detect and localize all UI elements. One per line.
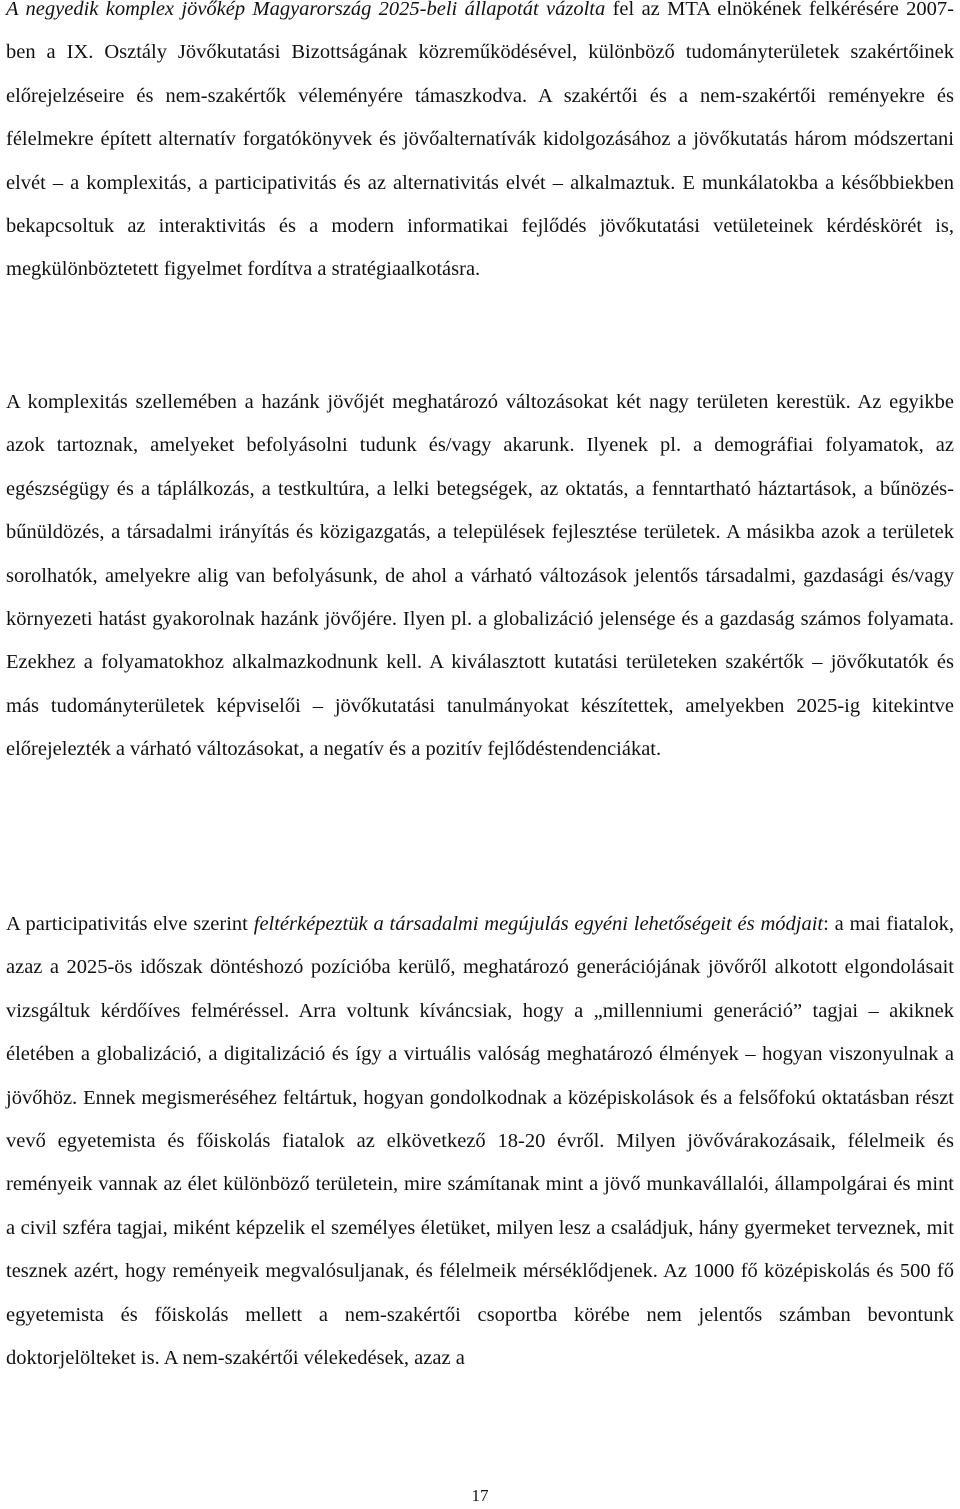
- body-text: : a mai fiatalok, azaz a 2025-ös időszak döntéshozó pozícióba kerülő, meghatározó generációjának jövőről alkotott elgondolásait vizsgáltuk kérdőíves felméréssel. Arra voltunk kíváncsiak, hogy a „millenniumi generáció” tagjai – akiknek életében a globalizáció, a digitalizáció és így a virtuális valóság meghatározó élmények – hogyan viszonyulnak a jövőhöz. Ennek megismeréséhez feltártuk, hogyan gondolkodnak a középiskolások és a felsőfokú oktatásban részt vevő egyetemista és főiskolás fiatalok az elkövetkező 18-20 évről. Milyen jövővárakozásaik, félelmeik és reményeik vannak az élet különböző területein, mire számítanak mint a jövő munkavállalói, állampolgárai és mint a civil szféra tagjai, miként képzelik el személyes életüket, milyen lesz a családjuk, hány gyermeket terveznek, mit tesznek azért, hogy reményeik megvalósuljanak, és félelmeik mérséklődjenek. Az 1000 fő középiskolás és 500 fő egyetemista és főiskolás mellett a nem-szakértői csoportba körébe nem jelentős számban bevontunk doktorjelölteket is. A nem-szakértői vélekedések, azaz a: [6, 913, 954, 1370]
- body-text: A komplexitás szellemében a hazánk jövőjét meghatározó változásokat két nagy területen kerestük. Az egyikbe azok tartoznak, amelyeket befolyásolni tudunk és/vagy akarunk. Ilyenek pl. a demográfiai folyamatok, az egészségügy és a táplálkozás, a testkultúra, a lelki betegségek, az oktatás, a fenntartható háztartások, a bűnözés-bűnüldözés, a társadalmi irányítás és közigazgatás, a települések fejlesztése területek. A másikba azok a területek sorolhatók, amelyekre alig van befolyásunk, de ahol a várható változások jelentős társadalmi, gazdasági és/vagy környezeti hatást gyakorolnak hazánk jövőjére. Ilyen pl. a globalizáció jelensége és a gazdaság számos folyamata. Ezekhez a folyamatokhoz alkalmazkodnunk kell. A kiválasztott kutatási területeken szakértők – jövőkutatók és más tudományterületek képviselői – jövőkutatási tanulmányokat készítettek, amelyekben 2025-ig kitekintve előrejelezték a várható változásokat, a negatív és a pozitív fejlődéstendenciákat.: [6, 391, 954, 761]
- paragraph: [6, 0, 954, 292]
- paragraph: [6, 381, 954, 772]
- body-text: A participativitás elve szerint: [6, 913, 254, 935]
- italic-text: feltérképeztük a társadalmi megújulás egyéni lehetőségeit és módjait: [253, 913, 824, 935]
- body-text: fel az MTA elnökének felkérésére 2007-ben a IX. Osztály Jövőkutatási Bizottságának közreműködésével, különböző tudományterületek szakértőinek előrejelzéseire és nem-szakértők véleményére támaszkodva. A szakértői és a nem-szakértői reményekre és félelmekre épített alternatív forgatókönyvek és jövőalternatívák kidolgozásához a jövőkutatás három módszertani elvét – a komplexitás, a participativitás és az alternativitás elvét – alkalmaztuk. E munkálatokba a későbbiekben bekapcsoltuk az interaktivitás és a modern informatikai fejlődés jövőkutatási vetületeinek kérdéskörét is, megkülönböztetett figyelmet fordítva a stratégiaalkotásra.: [6, 0, 954, 281]
- italic-text: A negyedik komplex jövőkép Magyarország 2025-beli állapotát vázolta: [6, 0, 606, 20]
- page-number: 17: [471, 1486, 489, 1505]
- paragraph: [6, 903, 954, 1380]
